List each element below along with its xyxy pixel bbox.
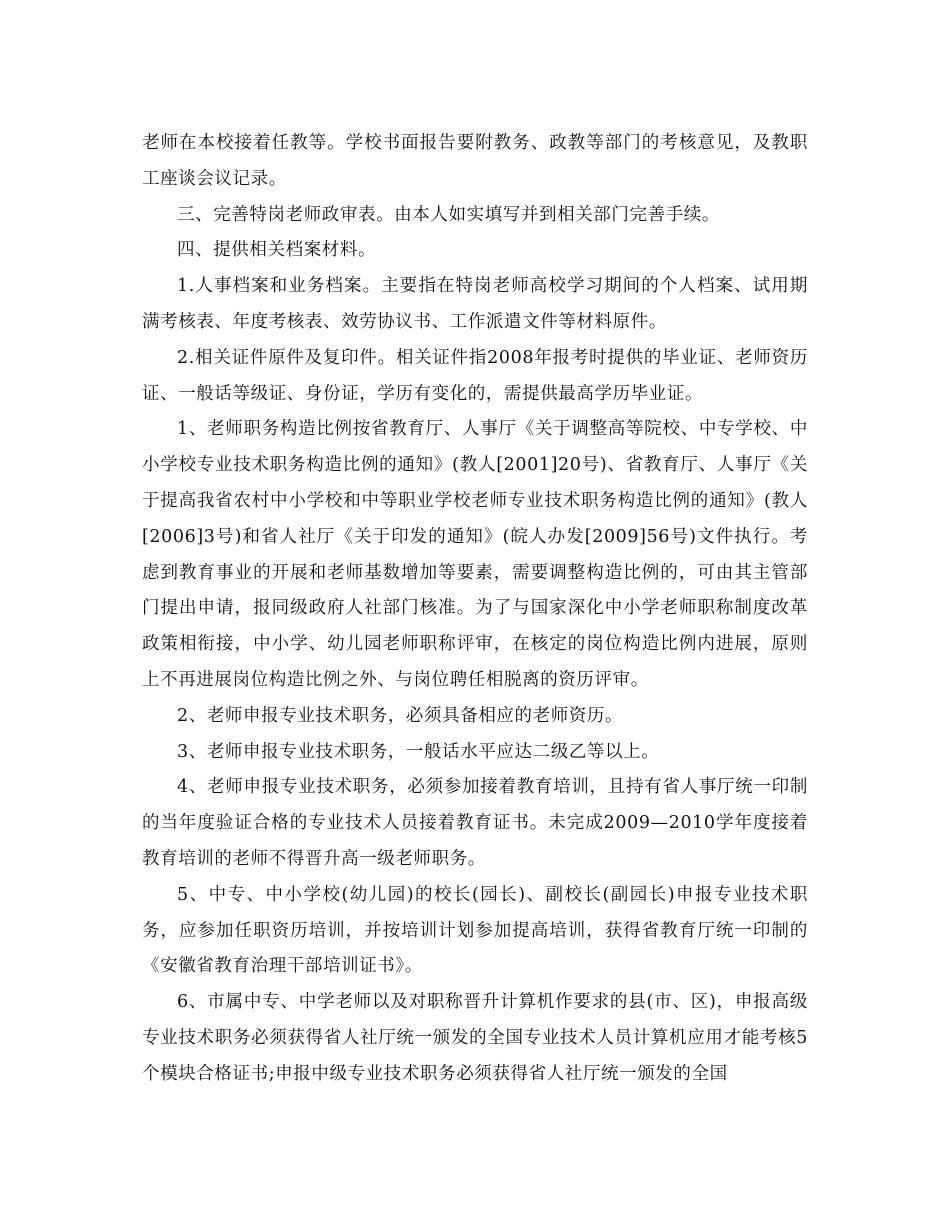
paragraph: 三、完善特岗老师政审表。由本人如实填写并到相关部门完善手续。 bbox=[177, 204, 720, 225]
paragraph: 6、市属中专、中学老师以及对职称晋升计算机作要求的县(市、区)，申报高级专业技术职务必须获得省人社厅统一颁发的全国专业技术人员计算机应用才能考核5个模块合格证书;申报中级专业技术职务必须获得省人社厅统一颁发的全国 bbox=[142, 992, 808, 1084]
paragraph: 4、老师申报专业技术职务，必须参加接着教育培训，且持有省人事厅统一印制的当年度验证合格的专业技术人员接着教育证书。未完成2009—2010学年度接着教育培训的老师不得晋升高一级老师职务。 bbox=[142, 777, 808, 869]
document-body bbox=[142, 126, 808, 1093]
paragraph: 2.相关证件原件及复印件。相关证件指2008年报考时提供的毕业证、老师资历证、一般话等级证、身份证，学历有变化的，需提供最高学历毕业证。 bbox=[142, 347, 808, 404]
paragraph: 1、老师职务构造比例按省教育厅、人事厅《关于调整高等院校、中专学校、中小学校专业技术职务构造比例的通知》(教人[2001]20号)、省教育厅、人事厅《关于提高我省农村中小学校和中等职业学校老师专业技术职务构造比例的通知》(教人[2006]3号)和省人社厅《关于印发的通知》(皖人办发[2009]56号)文件执行。考虑到教育事业的开展和老师基数增加等要素，需要调整构造比例的，可由其主管部门提出申请，报同级政府人社部门核准。为了与国家深化中小学老师职称制度改革政策相衔接，中小学、幼儿园老师职称评审，在核定的岗位构造比例内进展，原则上不再进展岗位构造比例之外、与岗位聘任相脱离的资历评审。 bbox=[142, 419, 808, 690]
paragraph: 3、老师申报专业技术职务，一般话水平应达二级乙等以上。 bbox=[177, 741, 660, 762]
paragraph: 5、中专、中小学校(幼儿园)的校长(园长)、副校长(副园长)申报专业技术职务，应参加任职资历培训，并按培训计划参加提高培训，获得省教育厅统一印制的《安徽省教育治理干部培训证书》。 bbox=[142, 884, 808, 977]
paragraph: 2、老师申报专业技术职务，必须具备相应的老师资历。 bbox=[177, 705, 624, 726]
paragraph: 老师在本校接着任教等。学校书面报告要附教务、政教等部门的考核意见，及教职工座谈会议记录。 bbox=[142, 133, 808, 189]
paragraph: 四、提供相关档案材料。 bbox=[177, 240, 377, 261]
paragraph: 1.人事档案和业务档案。主要指在特岗老师高校学习期间的个人档案、试用期满考核表、年度考核表、效劳协议书、工作派遣文件等材料原件。 bbox=[142, 276, 808, 332]
